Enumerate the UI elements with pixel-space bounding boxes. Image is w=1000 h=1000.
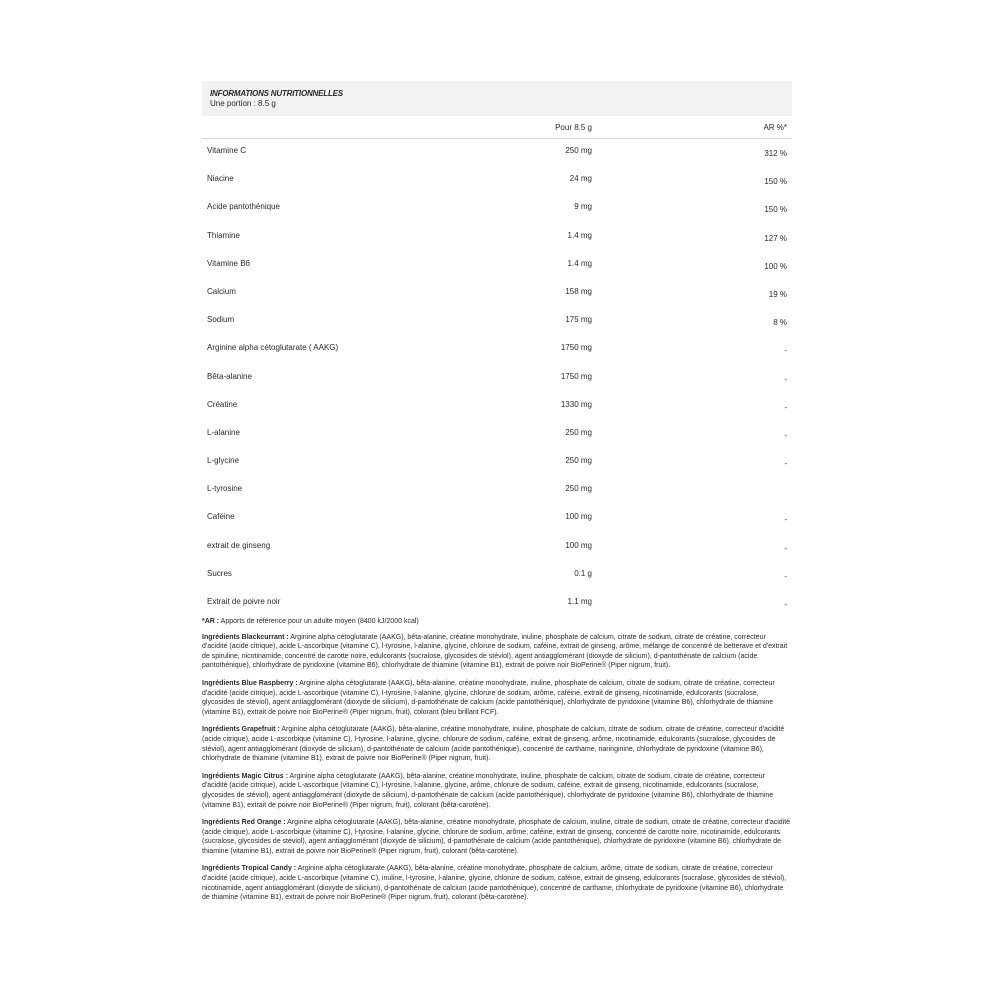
nutrient-name: Arginine alpha cétoglutarate ( AAKG) (207, 343, 339, 353)
nutrient-name: L-tyrosine (207, 484, 243, 494)
ingredients-text: Arginine alpha cétoglutarate (AAKG), bêta-alanine, créatine monohydrate, phosphate de calcium, arôme, citrate de sodium, citrate de créatine, correcteur d'acidité (acide citrique), acide L-ascorbique (vitamine C), inuline, l-tyrosine, l-alanine, glycine, chlorure de sodium, caféine, extrait de ginseng, edulcorants (sucralose, glycosides de stéviol), nicotinamide, agent antiagglomérant (dioxyde de silicium), d-pantothénate de calcium (acide pantothénique), concentré de carthame, chlorhydrate de pyridoxine (vitamine B6), chlorhydrate de thiamine (vitamine B1), extrait de poivre noir BioPerine® (Piper nigrum, fruit), colorant (bêta-carotène). (202, 865, 787, 902)
nutrient-amount: 175 mg (565, 315, 592, 325)
nutrient-ar-percent: 100 % (764, 261, 787, 271)
nutrient-amount: 100 mg (565, 540, 592, 550)
nutrient-amount: 9 mg (574, 202, 592, 212)
nutrient-amount: 24 mg (569, 174, 592, 184)
nutrient-amount: 250 mg (565, 146, 592, 155)
nutrition-table (202, 81, 792, 618)
ingredients-paragraph (202, 679, 792, 717)
ingredients-text: Arginine alpha cétoglutarate (AAKG), bêta-alanine, créatine monohydrate, inuline, phosphate de calcium, citrate de sodium, citrate de créatine, correcteur d'acidité (acide citrique), acide L-ascorbique (vitamine C), l-tyrosine, l-alanine, glycine, chlorure de sodium, caféine, extrait de ginseng, arôme, nicotinamide, edulcorants (sucralose, glycosides de stéviol), agent antiagglomérant (dioxyde de silicium), d-pantothénate de calcium (acide pantothénique), concentré de carthame, naringinine, chlorhydrate de pyridoxine (vitamine B6), chlorhydrate de thiamine (vitamine B1), extrait de poivre noir BioPerine® (Piper nigrum, fruit). (202, 726, 785, 763)
column-header-per-serving: Pour 8.5 g (555, 123, 592, 132)
ingredients-flavor-label: Ingrédients Magic Citrus : (202, 772, 288, 780)
nutrient-ar-percent: 127 % (764, 233, 787, 243)
table-row (202, 139, 792, 167)
table-row (202, 167, 792, 195)
ar-footnote-text: Apports de référence pour un adulte moyen (8400 kJ/2000 kcal) (219, 618, 419, 625)
nutrient-amount: 250 mg (565, 484, 592, 494)
nutrient-name: Sodium (207, 315, 235, 325)
ingredients-text: Arginine alpha cétoglutarate (AAKG), bêta-alanine, créatine monohydrate, phosphate de calcium, inuline, citrate de sodium, citrate de créatine, correcteur d'acidité (acide citrique), acide L-ascorbique (vitamine C), l-tyrosine, l-alanine, glycine, chlorure de sodium, arôme, caféine, extrait de ginseng, concentré de carotte noire, nicotinamide, edulcorants (sucralose, glycosides de stéviol), agent antiagglomérant (dioxyde de silicium), d-pantothénate de calcium (acide pantothénique), chlorhydrate de pyridoxine (vitamine B6), chlorhydrate de thiamine (vitamine B1), extrait de poivre noir BioPerine® (Piper nigrum, fruit), colorant (bêta-carotène). (202, 819, 791, 855)
table-row (202, 195, 792, 223)
table-row (202, 562, 792, 590)
nutrient-name: Thiamine (207, 230, 240, 240)
nutrient-ar-percent: 150 % (764, 205, 787, 215)
table-title: INFORMATIONS NUTRITIONNELLES (210, 89, 343, 98)
table-row (202, 505, 792, 533)
nutrient-ar-percent: - (784, 571, 787, 581)
ingredients-text: Arginine alpha cétoglutarate (AAKG), bêta-alanine, créatine monohydrate, inuline, phosphate de calcium, citrate de sodium, citrate de créatine, correcteur d'acidité (acide citrique), acide L-ascorbique (vitamine C), l-tyrosine, l-alanine, glycine, arôme, chlorure de sodium, caféine, extrait de ginseng, nicotinamide, edulcorants (sucralose, glycosides de stéviol), agent antiagglomérant (dioxyde de silicium), d-pantothénate de calcium (acide pantothénique), chlorhydrate de pyridoxine (vitamine B6), chlorhydrate de thiamine (vitamine B1), extrait de poivre noir BioPerine® (Piper nigrum, fruit), colorant (bêta-carotène). (202, 772, 774, 809)
table-row (202, 308, 792, 336)
nutrient-amount: 1.1 mg (567, 597, 592, 606)
nutrient-ar-percent: - (784, 459, 787, 469)
ingredients-list (202, 633, 792, 903)
ingredients-paragraph (202, 864, 792, 902)
ingredients-text: Arginine alpha cétoglutarate (AAKG), bêta-alanine, créatine monohydrate, inuline, phosphate de calcium, citrate de sodium, citrate de créatine, correcteur d'acidité (acide citrique), acide L-ascorbique (vitamine C), l-tyrosine, l-alanine, glycine, chlorure de sodium, caféine, extrait de ginseng, arôme, mélange de concentré de betterave et d'extrait de spiruline, nicotinamide, concentré de carotte noire, edulcorants (sucralose, glycosides de stéviol), agent antiagglomérant (dioxyde de silicium), d-pantothénate de calcium (acide pantothénique), chlorhydrate de pyridoxine (vitamine B6), chlorhydrate de thiamine (vitamine B1), extrait de poivre noir BioPerine® (Piper nigrum, fruit). (202, 633, 788, 670)
nutrient-ar-percent: - (784, 515, 787, 525)
ingredients-flavor-label: Ingrédients Tropical Candy : (202, 865, 297, 873)
nutrient-name: Acide pantothénique (207, 202, 280, 212)
ingredients-paragraph (202, 818, 792, 856)
nutrient-ar-percent: 8 % (773, 318, 787, 328)
nutrient-name: Vitamine B6 (207, 258, 250, 268)
nutrient-amount: 158 mg (565, 286, 592, 296)
ingredients-flavor-label: Ingrédients Red Orange : (202, 819, 286, 827)
column-headers (202, 116, 792, 139)
nutrient-ar-percent: - (784, 600, 787, 609)
ingredients-paragraph (202, 772, 792, 810)
nutrient-name: extrait de ginseng (207, 540, 271, 550)
table-header (202, 81, 792, 116)
nutrient-ar-percent: 312 % (764, 149, 787, 158)
ingredients-flavor-label: Ingrédients Blackcurrant : (202, 633, 289, 641)
table-row (202, 224, 792, 252)
nutrient-amount: 1330 mg (560, 399, 592, 409)
nutrient-name: L-glycine (207, 456, 240, 466)
nutrient-ar-percent: - (784, 430, 787, 440)
table-row (202, 365, 792, 393)
nutrient-amount: 1750 mg (560, 343, 592, 353)
ingredients-paragraph (202, 633, 792, 671)
nutrient-name: Sucres (207, 568, 232, 578)
nutrient-name: Caféine (207, 512, 235, 522)
table-row (202, 393, 792, 421)
nutrient-name: L-alanine (207, 427, 240, 437)
nutrient-amount: 1.4 mg (567, 258, 592, 268)
nutrient-name: Niacine (207, 174, 234, 184)
nutrient-amount: 250 mg (565, 456, 592, 466)
notes-section (202, 617, 792, 911)
nutrient-amount: 0.1 g (574, 568, 592, 578)
table-row (202, 534, 792, 562)
ingredients-flavor-label: Ingrédients Blue Raspberry : (202, 679, 298, 687)
nutrient-ar-percent: - (784, 402, 787, 412)
table-row (202, 449, 792, 477)
table-row (202, 252, 792, 280)
ar-footnote (202, 617, 792, 627)
nutrient-ar-percent: 150 % (764, 177, 787, 187)
ar-footnote-label: *AR : (202, 618, 220, 625)
ingredients-paragraph (202, 725, 792, 763)
nutrient-name: Vitamine C (207, 146, 246, 155)
nutrient-ar-percent: - (784, 374, 787, 384)
nutrient-name: Bêta-alanine (207, 371, 252, 381)
nutrient-name: Créatine (207, 399, 238, 409)
table-body (202, 139, 792, 618)
table-row (202, 477, 792, 505)
nutrient-amount: 100 mg (565, 512, 592, 522)
ingredients-flavor-label: Ingrédients Grapefruit : (202, 726, 280, 734)
table-row (202, 421, 792, 449)
ingredients-text: Arginine alpha cétoglutarate (AAKG), bêta-alanine, créatine monohydrate, inuline, phosphate de calcium, citrate de sodium, citrate de créatine, correcteur d'acidité (acide citrique), acide L-ascorbique (vitamine C), l-tyrosine, l-alanine, glycine, chlorure de sodium, arôme, caféine, extrait de ginseng, nicotinamide, edulcorants (sucralose, glycosides de stéviol), agent antiagglomérant (dioxyde de silicium), d-pantothénate de calcium (acide pantothénique), chlorhydrate de pyridoxine (vitamine B6), chlorhydrate de thiamine (vitamine B1), extrait de poivre noir BioPerine® (Piper nigrum, fruit), colorant (bleu brillant FCF). (202, 679, 775, 716)
serving-size: Une portion : 8.5 g (210, 99, 276, 108)
nutrient-amount: 250 mg (565, 427, 592, 437)
nutrient-ar-percent: - (784, 346, 787, 356)
nutrient-ar-percent: - (784, 543, 787, 553)
nutrient-ar-percent: 19 % (768, 289, 787, 299)
table-row (202, 280, 792, 308)
table-row (202, 590, 792, 618)
nutrient-amount: 1.4 mg (567, 230, 592, 240)
nutrient-name: Calcium (207, 286, 236, 296)
nutrient-name: Extrait de poivre noir (207, 597, 281, 606)
column-header-ar: AR %* (763, 123, 787, 132)
nutrient-amount: 1750 mg (560, 371, 592, 381)
table-row (202, 336, 792, 364)
